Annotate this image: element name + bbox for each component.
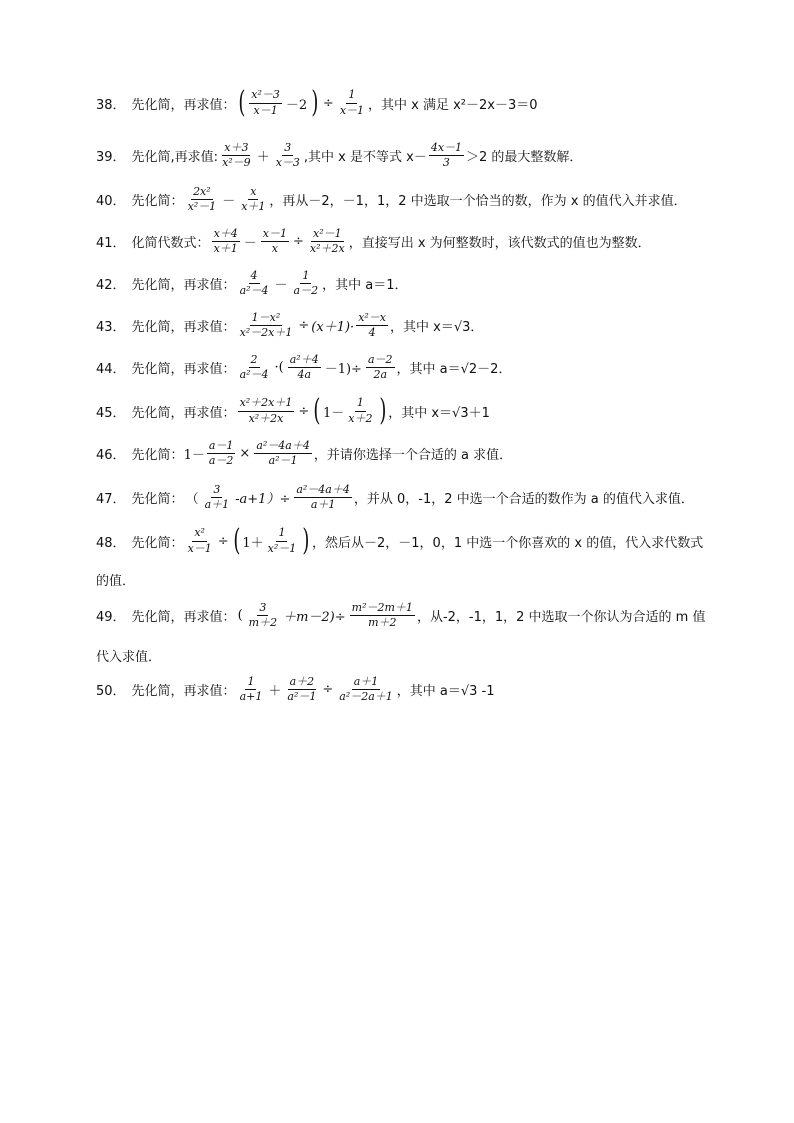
problem-tail: ，并从 0，-1，2 中选一个合适的数作为 a 的值代入求值．: [353, 492, 694, 508]
problem-number: 38．: [96, 97, 126, 113]
problem-number: 40．: [96, 194, 126, 210]
expr-fraction: $\frac{\text{x²－1}}{\text{x²＋2x}}$: [309, 227, 345, 256]
problem-tail: ，并请你选择一个合适的 a 求值．: [313, 448, 513, 464]
expr-fraction: $\frac{1}{x+2}$: [348, 396, 373, 425]
problem-49: 49． 先化简，再求值： ( $\frac{3}{m+2}$ ＋m－2)÷ $\frac{\text{m²－2m＋1}}{m+2}$ ，从-2，-1，1，2 中选取一个你认为合适的 m 值: [96, 601, 706, 630]
expr-fraction: $\frac{3}{x-3}$: [275, 141, 300, 170]
expr-fraction: $\frac{x-1}{x}$: [262, 227, 287, 256]
expr-fraction: $\frac{a+2}{\text{a²－1}}$: [287, 675, 317, 704]
problem-48: 48． 先化简： $\frac{\text{x²}}{x-1}$ ÷ ( 1＋ $\frac{1}{\text{x²－1}}$ ) ，然后从－2，－1，0，1 中选一个你喜欢的 x 的值，代入求代数式: [96, 523, 704, 558]
problem-number: 44．: [96, 362, 126, 378]
problem-lead: 先化简：: [131, 492, 184, 508]
problem-lead: 先化简，再求值：: [131, 320, 236, 336]
problem-39: 39． 先化简,再求值: $\frac{x+3}{\text{x²－9}}$ ＋ $\frac{3}{x-3}$ ,其中 x 是不等式 x－ $\frac{4x-1}{3}$ ＞2 的最大整数解．: [96, 141, 583, 170]
problem-number: 47．: [96, 492, 126, 508]
expr-fraction: $\frac{\text{a²＋4}}{4a}$: [289, 353, 319, 382]
expr-fraction: $\frac{x+3}{\text{x²－9}}$: [222, 141, 251, 170]
problem-lead: 先化简，再求值：: [131, 278, 236, 294]
expr-fraction: $\frac{3}{a+1}$: [204, 483, 230, 512]
problem-number: 46．: [96, 448, 126, 464]
problem-number: 43．: [96, 320, 126, 336]
problem-tail: ，其中 x 满足 x²－2x－3＝0: [368, 97, 538, 113]
problem-lead: 化简代数式：: [131, 236, 210, 252]
expr-fraction: $\frac{1}{x-1}$: [339, 88, 365, 117]
problem-49-continuation: 代入求值．: [96, 650, 162, 665]
problem-lead: 先化简：: [131, 448, 184, 464]
problem-lead: 先化简，再求值：: [131, 684, 236, 700]
problem-tail: ，其中 a＝√3 -1: [396, 684, 495, 700]
problem-50: 50． 先化简，再求值： $\frac{1}{a+1}$ ＋ $\frac{a+2}{\text{a²－1}}$ ÷ $\frac{a+1}{\text{a²－2a＋1}}$ ，其中 a＝√3 -1: [96, 675, 495, 704]
problem-tail: ，其中 a＝√2－2．: [396, 362, 512, 378]
expr-fraction: $\frac{\text{1－x²}}{\text{x²－2x＋1}}$: [239, 311, 293, 340]
expr-paren: ): [311, 85, 319, 120]
problem-tail: ，然后从－2，－1，0，1 中选一个你喜欢的 x 的值，代入求代数式: [312, 535, 704, 551]
expr-fraction: $\frac{a-2}{2a}$: [367, 353, 393, 382]
expr-fraction: $\frac{\text{2x²}}{\text{x²－1}}$: [187, 185, 217, 214]
problem-tail: ＞2 的最大整数解．: [466, 150, 583, 166]
expr-fraction: $\frac{a-1}{a-2}$: [208, 439, 234, 468]
problem-lead: 先化简：: [131, 194, 184, 210]
problem-tail: ，再从－2，－1，1，2 中选取一个恰当的数，作为 x 的值代入并求值．: [269, 194, 687, 210]
expr-fraction: $\frac{\text{x²－x}}{4}$: [358, 311, 387, 340]
problem-46: 46． 先化简： 1－ $\frac{a-1}{a-2}$ × $\frac{\text{a²－4a＋4}}{\text{a²－1}}$ ，并请你选择一个合适的 a 求值．: [96, 439, 513, 468]
expr-paren: (: [237, 85, 245, 120]
problem-lead: 先化简，再求值：: [131, 610, 236, 626]
expr-fraction: $\frac{a+1}{\text{a²－2a＋1}}$: [339, 675, 393, 704]
problem-40: 40． 先化简： $\frac{\text{2x²}}{\text{x²－1}}$ － $\frac{x}{x+1}$ ，再从－2，－1，1，2 中选取一个恰当的数，作为 x 的值代入并求值．: [96, 185, 687, 214]
problem-43: 43． 先化简，再求值： $\frac{\text{1－x²}}{\text{x²－2x＋1}}$ ÷ (x＋1)· $\frac{\text{x²－x}}{4}$ ，其中 x＝√3．: [96, 311, 484, 340]
expr-fraction: $\frac{\text{a²－4a＋4}}{\text{a²－1}}$: [256, 439, 310, 468]
problem-number: 45．: [96, 405, 126, 421]
problem-42: 42． 先化简，再求值： $\frac{4}{\text{a²－4}}$ － $\frac{1}{a-2}$ ，其中 a＝1．: [96, 269, 408, 298]
problem-tail: ，从-2，-1，1，2 中选取一个你认为合适的 m 值: [416, 610, 706, 626]
problem-tail: ，直接写出 x 为何整数时，该代数式的值也为整数．: [348, 236, 651, 252]
problem-tail: ,其中 x 是不等式 x－: [303, 150, 427, 166]
problem-tail: ，其中 x＝√3．: [390, 320, 484, 336]
problem-tail: ，其中 a＝1．: [322, 278, 408, 294]
problem-41: 41． 化简代数式： $\frac{x+4}{x+1}$ － $\frac{x-1}{x}$ ÷ $\frac{\text{x²－1}}{\text{x²＋2x}}$ ，直接写出 x 为何整数时，该代数式的值也为整数．: [96, 227, 651, 256]
expr-fraction: $\frac{3}{m+2}$: [248, 601, 278, 630]
expr-fraction: $\frac{1}{a+1}$: [239, 675, 263, 704]
problem-45: 45． 先化简，再求值： $\frac{\text{x²＋2x＋1}}{\text{x²＋2x}}$ ÷ ( 1－ $\frac{1}{x+2}$ ) ，其中 x＝√3＋1: [96, 393, 490, 428]
problem-lead: 先化简,再求值:: [131, 150, 219, 166]
problem-38: 38． 先化简，再求值： ( $\frac{\text{x²－3}}{x-1}$ －2 ) ÷ $\frac{1}{x-1}$ ，其中 x 满足 x²－2x－3＝0: [96, 85, 538, 120]
problem-number: 49．: [96, 610, 126, 626]
expr-fraction: $\frac{\text{x²－3}}{x-1}$: [251, 88, 280, 117]
problem-number: 50．: [96, 684, 126, 700]
problem-number: 41．: [96, 236, 126, 252]
problem-lead: 先化简，再求值：: [131, 97, 236, 113]
problem-number: 39．: [96, 150, 126, 166]
problem-tail: ，其中 x＝√3＋1: [388, 405, 490, 421]
problem-number: 42．: [96, 278, 126, 294]
expr-fraction: $\frac{4}{\text{a²－4}}$: [239, 269, 269, 298]
expr-fraction: $\frac{\text{x²}}{x-1}$: [187, 526, 212, 555]
problem-48-continuation: 的值．: [96, 574, 136, 589]
expr-fraction: $\frac{4x-1}{3}$: [430, 141, 463, 170]
expr-fraction: $\frac{x+4}{x+1}$: [213, 227, 238, 256]
problem-47: 47． 先化简： （ $\frac{3}{a+1}$ -a+1）÷ $\frac{\text{a²－4a＋4}}{a+1}$ ，并从 0，-1，2 中选一个合适的数作为 a 的值代入求值．: [96, 483, 694, 512]
expr-fraction: $\frac{\text{x²＋2x＋1}}{\text{x²＋2x}}$: [239, 396, 293, 425]
problem-lead: 先化简，再求值：: [131, 405, 236, 421]
problem-lead: 先化简，再求值：: [131, 362, 236, 378]
problem-number: 48．: [96, 535, 126, 551]
expr-fraction: $\frac{1}{a-2}$: [293, 269, 319, 298]
expr-fraction: $\frac{\text{a²－4a＋4}}{a+1}$: [296, 483, 350, 512]
expr-fraction: $\frac{2}{\text{a²－4}}$: [239, 353, 269, 382]
expr-fraction: $\frac{\text{m²－2m＋1}}{m+2}$: [351, 601, 413, 630]
expr-fraction: $\frac{x}{x+1}$: [241, 185, 266, 214]
expr-fraction: $\frac{1}{\text{x²－1}}$: [267, 526, 297, 555]
problem-44: 44． 先化简，再求值： $\frac{2}{\text{a²－4}}$ ·( $\frac{\text{a²＋4}}{4a}$ －1)÷ $\frac{a-2}{2a}$ ，其中 a＝√2－2．: [96, 353, 512, 382]
problem-lead: 先化简：: [131, 535, 184, 551]
